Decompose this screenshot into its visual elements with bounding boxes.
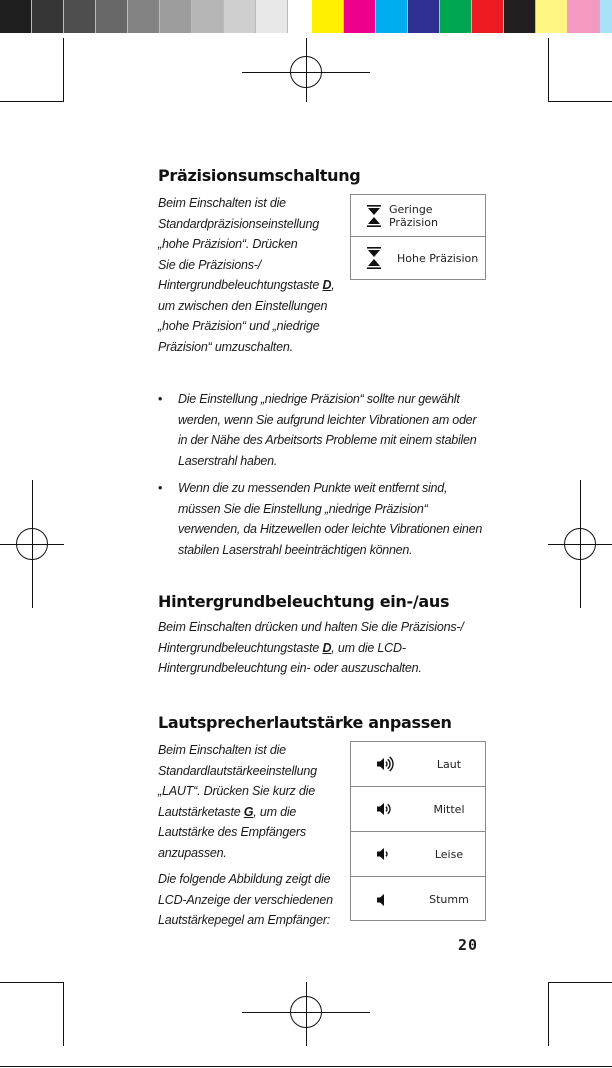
precision-arrows-icon [367, 247, 381, 269]
crop-mark [548, 982, 612, 983]
section-title-volume: Lautsprecherlautstärke anpassen [158, 713, 452, 732]
precision-notes-list [158, 389, 488, 567]
crop-mark [548, 101, 612, 102]
color-swatch [440, 0, 472, 33]
color-swatch [0, 0, 32, 33]
color-swatch [504, 0, 536, 33]
crop-mark [63, 38, 64, 102]
color-swatch [536, 0, 568, 33]
gray-calibration-bar [0, 0, 320, 33]
color-swatch [568, 0, 600, 33]
lcd-row-volume [351, 787, 485, 832]
lcd-label-high-precision: Hohe Präzision [397, 251, 479, 265]
speaker-low-icon [375, 846, 397, 862]
volume-lcd-display [350, 741, 486, 921]
lcd-row-high-precision [351, 237, 485, 279]
lcd-row-volume [351, 832, 485, 877]
color-swatch [312, 0, 344, 33]
color-swatch [408, 0, 440, 33]
crop-mark [0, 101, 64, 102]
color-calibration-bar [312, 0, 612, 33]
speaker-medium-icon [375, 801, 397, 817]
backlight-paragraph: Beim Einschalten drücken und halten Sie die Präzisions-/ Hintergrundbeleuchtungstaste D, um die LCD- Hintergrundbeleuchtung ein- oder auszuschalten. [158, 620, 464, 675]
color-swatch [256, 0, 288, 33]
lcd-label-volume: Laut [436, 757, 462, 771]
section-title-backlight: Hintergrundbeleuchtung ein-/aus [158, 592, 450, 611]
key-d: D [322, 640, 332, 655]
list-item: • Die Einstellung „niedrige Präzision“ sollte nur gewählt werden, wenn Sie aufgrund leichter Vibrationen am oder in der Nähe des Arbeitsorts Probleme mit einem stabilen Laserstrahl haben. [158, 392, 477, 468]
color-swatch [344, 0, 376, 33]
lcd-label-volume: Mittel [433, 802, 465, 816]
crop-mark [63, 982, 64, 1046]
precision-paragraph: Beim Einschalten ist die Standardpräzisionseinstellung „hohe Präzision“. Drücken Sie die Präzisions-/ Hintergrundbeleuchtungstaste D, um zwischen den Einstellungen „hohe Präzision“ und „niedrige Präzision“ umzuschalten. [158, 196, 335, 354]
volume-paragraph: Beim Einschalten ist die Standardlautstärkeeinstellung „LAUT“. Drücken Sie kurz die Lautstärketaste G, um die Lautstärke des Empfängers anzupassen. Die folgende Abbildung zeigt die LCD-Anzeige der verschiedenen Lautstärkepegel am Empfänger: [158, 743, 333, 927]
lcd-label-volume: Leise [434, 847, 464, 861]
lcd-label-low-precision: Geringe Präzision [388, 202, 439, 229]
section-title-precision: Präzisionsumschaltung [158, 166, 361, 185]
precision-arrows-icon [367, 205, 381, 227]
crop-mark [0, 982, 64, 983]
crop-mark [548, 982, 549, 1046]
color-swatch [224, 0, 256, 33]
precision-lcd-display [350, 194, 486, 280]
color-swatch [600, 0, 612, 33]
color-swatch [32, 0, 64, 33]
lcd-row-volume [351, 877, 485, 922]
color-swatch [96, 0, 128, 33]
color-swatch [128, 0, 160, 33]
crop-mark [548, 38, 549, 102]
lcd-label-volume: Stumm [429, 893, 469, 906]
key-g: G [243, 804, 254, 819]
key-d: D [322, 278, 332, 292]
color-swatch [472, 0, 504, 33]
lcd-row-volume [351, 742, 485, 787]
bottom-trim-line [0, 1066, 612, 1067]
color-swatch [64, 0, 96, 33]
page-number: 20 [458, 936, 479, 954]
lcd-row-low-precision [351, 195, 485, 237]
speaker-loud-icon [375, 756, 397, 772]
color-swatch [160, 0, 192, 33]
color-swatch [376, 0, 408, 33]
list-item: • Wenn die zu messenden Punkte weit entfernt sind, müssen Sie die Einstellung „niedrige Präzision“ verwenden, da Hitzewellen oder leichte Vibrationen einen stabilen Laserstrahl beeinträchtigen können. [158, 481, 483, 557]
speaker-mute-icon [375, 892, 397, 908]
color-swatch [192, 0, 224, 33]
